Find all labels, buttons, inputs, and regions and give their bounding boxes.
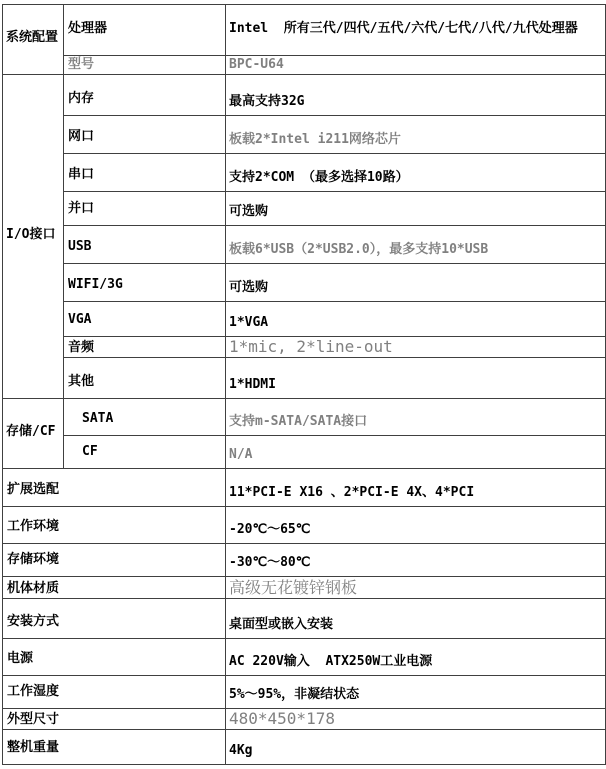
spec-value: Intel 所有三代/四代/五代/六代/七代/八代/九代处理器 [226, 5, 606, 56]
spec-value: 最高支持32G [226, 75, 606, 116]
spec-value: 板载2*Intel i211网络芯片 [226, 116, 606, 154]
spec-value: 480*450*178 [226, 709, 606, 730]
spec-row [3, 469, 606, 507]
spec-label: 音频 [64, 337, 226, 358]
spec-row [3, 709, 606, 730]
spec-label: CF [64, 436, 226, 469]
spec-row [3, 599, 606, 639]
spec-row [3, 264, 606, 302]
spec-value: 11*PCI-E X16 、2*PCI-E 4X、4*PCI [226, 469, 606, 507]
spec-label: 网口 [64, 116, 226, 154]
spec-row [3, 358, 606, 399]
category-cell-io: I/O接口 [3, 75, 64, 399]
spec-value: 4Kg [226, 730, 606, 765]
spec-label: 工作环境 [3, 507, 226, 544]
spec-label: 工作湿度 [3, 676, 226, 709]
spec-value: AC 220V输入 ATX250W工业电源 [226, 639, 606, 676]
spec-label: 安装方式 [3, 599, 226, 639]
spec-label: 整机重量 [3, 730, 226, 765]
spec-label: 外型尺寸 [3, 709, 226, 730]
spec-value: 支持m-SATA/SATA接口 [226, 399, 606, 436]
spec-row [3, 75, 606, 116]
spec-value: 5%～95%，非凝结状态 [226, 676, 606, 709]
spec-row [3, 5, 606, 56]
spec-row [3, 544, 606, 577]
spec-value: 桌面型或嵌入安装 [226, 599, 606, 639]
spec-label: 存储环境 [3, 544, 226, 577]
spec-row [3, 399, 606, 436]
spec-label: 机体材质 [3, 577, 226, 599]
category-cell-storage: 存储/CF [3, 399, 64, 469]
spec-row [3, 302, 606, 337]
spec-value: 高级无花镀锌钢板 [226, 577, 606, 599]
spec-label: SATA [64, 399, 226, 436]
category-cell-system: 系统配置 [3, 5, 64, 75]
spec-row [3, 676, 606, 709]
spec-row [3, 507, 606, 544]
spec-label: 处理器 [64, 5, 226, 56]
spec-row [3, 436, 606, 469]
spec-label: 扩展选配 [3, 469, 226, 507]
spec-value: -20℃～65℃ [226, 507, 606, 544]
spec-row [3, 116, 606, 154]
spec-row [3, 337, 606, 358]
spec-value: 1*VGA [226, 302, 606, 337]
spec-value: 板载6*USB（2*USB2.0），最多支持10*USB [226, 226, 606, 264]
spec-label: 串口 [64, 154, 226, 192]
spec-value: 支持2*COM （最多选择10路） [226, 154, 606, 192]
spec-label: 并口 [64, 192, 226, 226]
spec-label: 电源 [3, 639, 226, 676]
spec-label: 型号 [64, 56, 226, 75]
spec-value: 可选购 [226, 264, 606, 302]
spec-row [3, 192, 606, 226]
spec-label: 内存 [64, 75, 226, 116]
spec-value: -30℃～80℃ [226, 544, 606, 577]
spec-value: 可选购 [226, 192, 606, 226]
spec-row [3, 56, 606, 75]
spec-value: 1*HDMI [226, 358, 606, 399]
spec-value: 1*mic, 2*line-out [226, 337, 606, 358]
spec-label: VGA [64, 302, 226, 337]
spec-row [3, 730, 606, 765]
spec-row [3, 577, 606, 599]
spec-row [3, 226, 606, 264]
spec-row [3, 639, 606, 676]
spec-label: USB [64, 226, 226, 264]
spec-table [2, 4, 606, 765]
spec-label: WIFI/3G [64, 264, 226, 302]
spec-label: 其他 [64, 358, 226, 399]
spec-value: BPC-U64 [226, 56, 606, 75]
spec-row [3, 154, 606, 192]
spec-value: N/A [226, 436, 606, 469]
